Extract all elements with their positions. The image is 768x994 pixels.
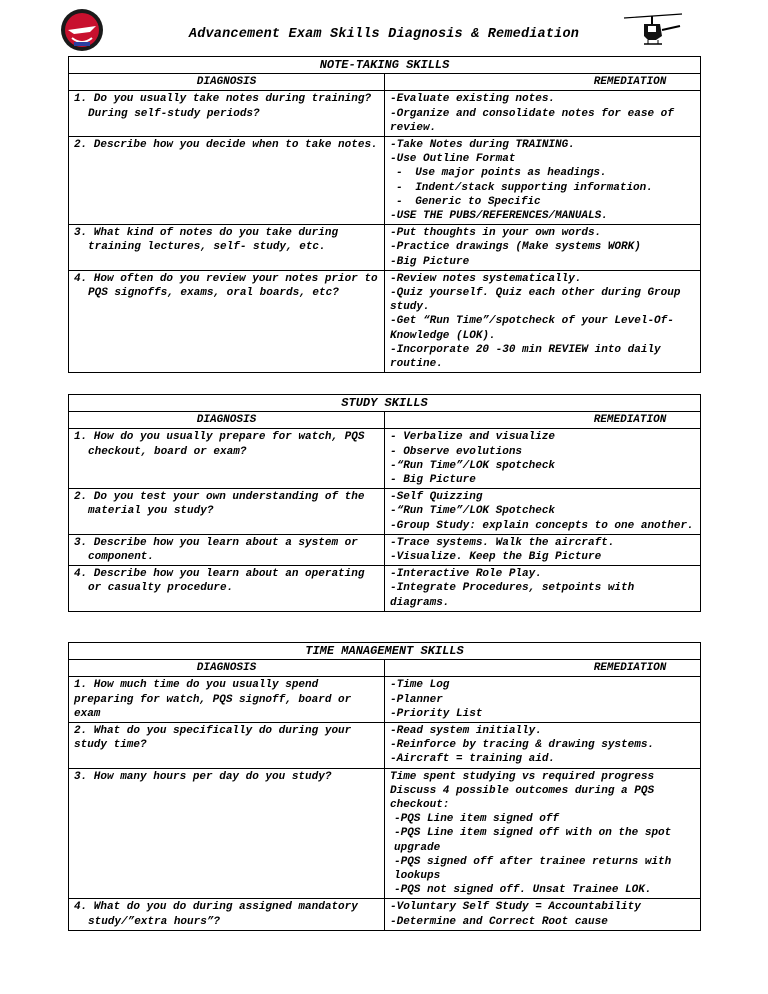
remediation-item: -Voluntary Self Study = Accountability (390, 901, 641, 914)
table-row (69, 899, 701, 930)
table-row (69, 489, 701, 535)
remediation-cell (385, 723, 701, 769)
diagnosis-header: DIAGNOSIS (69, 412, 385, 429)
table-row (69, 534, 701, 565)
remediation-item: -PQS Line item signed off (394, 813, 560, 826)
remediation-item: -Visualize. Keep the Big Picture (390, 551, 602, 564)
diagnosis-cell: 3. What kind of notes do you take during training lectures, self- study, etc. (69, 225, 385, 271)
document-title: Advancement Exam Skills Diagnosis & Remediation (188, 27, 580, 42)
remediation-item: - Big Picture (390, 474, 476, 487)
remediation-header: REMEDIATION (385, 412, 701, 429)
remediation-cell (385, 677, 701, 723)
remediation-item: -Group Study: explain concepts to one another. (390, 519, 694, 532)
remediation-item: -Use Outline Format (390, 153, 516, 166)
remediation-bullet: - Use major points as headings. (390, 166, 695, 180)
diagnosis-cell: 1. How do you usually prepare for watch, PQS checkout, board or exam? (69, 429, 385, 489)
remediation-item: -USE THE PUBS/REFERENCES/MANUALS. (390, 210, 608, 223)
remediation-item: -“Run Time”/LOK Spotcheck (390, 505, 556, 518)
table-row (69, 137, 701, 225)
diagnosis-cell: 2. What do you specifically do during your study time? (69, 723, 385, 769)
remediation-item: - Observe evolutions (390, 445, 523, 458)
remediation-item: -Trace systems. Walk the aircraft. (390, 536, 615, 549)
diagnosis-cell: 1. How much time do you usually spend preparing for watch, PQS signoff, board or exam (69, 677, 385, 723)
remediation-bullet: - Generic to Specific (390, 195, 695, 209)
diagnosis-cell: 1. Do you usually take notes during training? During self-study periods? (69, 91, 385, 137)
remediation-cell (385, 768, 701, 899)
diagnosis-cell: 3. How many hours per day do you study? (69, 768, 385, 899)
remediation-item: -Practice drawings (Make systems WORK) (390, 241, 641, 254)
remediation-item: -Incorporate 20 -30 min REVIEW into daily routine. (390, 343, 661, 371)
remediation-item: -Reinforce by tracing & drawing systems. (390, 739, 655, 752)
table-row (69, 270, 701, 372)
remediation-item: -Take Notes during TRAINING. (390, 139, 575, 152)
diagnosis-header: DIAGNOSIS (69, 74, 385, 91)
remediation-item: -Review notes systematically. (390, 272, 582, 285)
remediation-item: -Put thoughts in your own words. (390, 227, 602, 240)
remediation-item: -PQS Line item signed off with on the spot upgrade (394, 827, 672, 854)
section-title: STUDY SKILLS (69, 395, 701, 412)
remediation-item: Time spent studying vs required progress (390, 770, 655, 783)
table-row (69, 225, 701, 271)
remediation-item: -Determine and Correct Root cause (390, 915, 608, 928)
table-row (69, 677, 701, 723)
diagnosis-cell: 2. Do you test your own understanding of the material you study? (69, 489, 385, 535)
remediation-item: -Priority List (390, 707, 483, 720)
remediation-item: -Evaluate existing notes. (390, 93, 556, 106)
remediation-cell (385, 225, 701, 271)
remediation-cell (385, 566, 701, 612)
remediation-item: -Interactive Role Play. (390, 568, 542, 581)
remediation-cell (385, 429, 701, 489)
remediation-item: -“Run Time”/LOK spotcheck (390, 459, 556, 472)
remediation-item: -Integrate Procedures, setpoints with diagrams. (390, 582, 635, 609)
remediation-item: -Time Log (390, 679, 450, 692)
remediation-cell (385, 91, 701, 137)
remediation-item: - Verbalize and visualize (390, 431, 556, 444)
diagnosis-cell: 4. Describe how you learn about an operating or casualty procedure. (69, 566, 385, 612)
table-row (69, 429, 701, 489)
remediation-cell (385, 899, 701, 930)
table-row (69, 91, 701, 137)
remediation-item: Discuss 4 possible outcomes during a PQS checkout: (390, 784, 655, 812)
section-title: NOTE-TAKING SKILLS (69, 57, 701, 74)
remediation-item: -PQS not signed off. Unsat Trainee LOK. (394, 884, 652, 897)
remediation-bullet: - Indent/stack supporting information. (390, 181, 695, 195)
remediation-item: -Big Picture (390, 255, 470, 268)
diagnosis-cell: 3. Describe how you learn about a system or component. (69, 534, 385, 565)
remediation-item: -Quiz yourself. Quiz each other during Group study. (390, 287, 681, 314)
remediation-item: -PQS signed off after trainee returns with lookups (394, 855, 672, 883)
diagnosis-cell: 4. What do you do during assigned mandatory study/”extra hours”? (69, 899, 385, 930)
diagnosis-cell: 2. Describe how you decide when to take notes. (69, 137, 385, 225)
remediation-item: -Self Quizzing (390, 491, 483, 504)
time-management-table (68, 642, 701, 931)
diagnosis-cell: 4. How often do you review your notes prior to PQS signoffs, exams, oral boards, etc? (69, 270, 385, 372)
remediation-item: -Organize and consolidate notes for ease of review. (390, 107, 674, 134)
remediation-header: REMEDIATION (385, 74, 701, 91)
remediation-cell (385, 270, 701, 372)
study-skills-table (68, 394, 701, 612)
remediation-item: -Read system initially. (390, 725, 542, 738)
remediation-item: -Get “Run Time”/spotcheck of your Level-Of-Knowledge (LOK). (390, 315, 674, 342)
note-taking-table (68, 56, 701, 373)
remediation-cell (385, 489, 701, 535)
table-row (69, 566, 701, 612)
remediation-header: REMEDIATION (385, 660, 701, 677)
remediation-cell (385, 137, 701, 225)
remediation-cell (385, 534, 701, 565)
section-title: TIME MANAGEMENT SKILLS (69, 643, 701, 660)
remediation-item: -Aircraft = training aid. (390, 753, 556, 766)
diagnosis-header: DIAGNOSIS (69, 660, 385, 677)
table-row (69, 768, 701, 899)
remediation-item: -Planner (390, 693, 443, 706)
table-row (69, 723, 701, 769)
